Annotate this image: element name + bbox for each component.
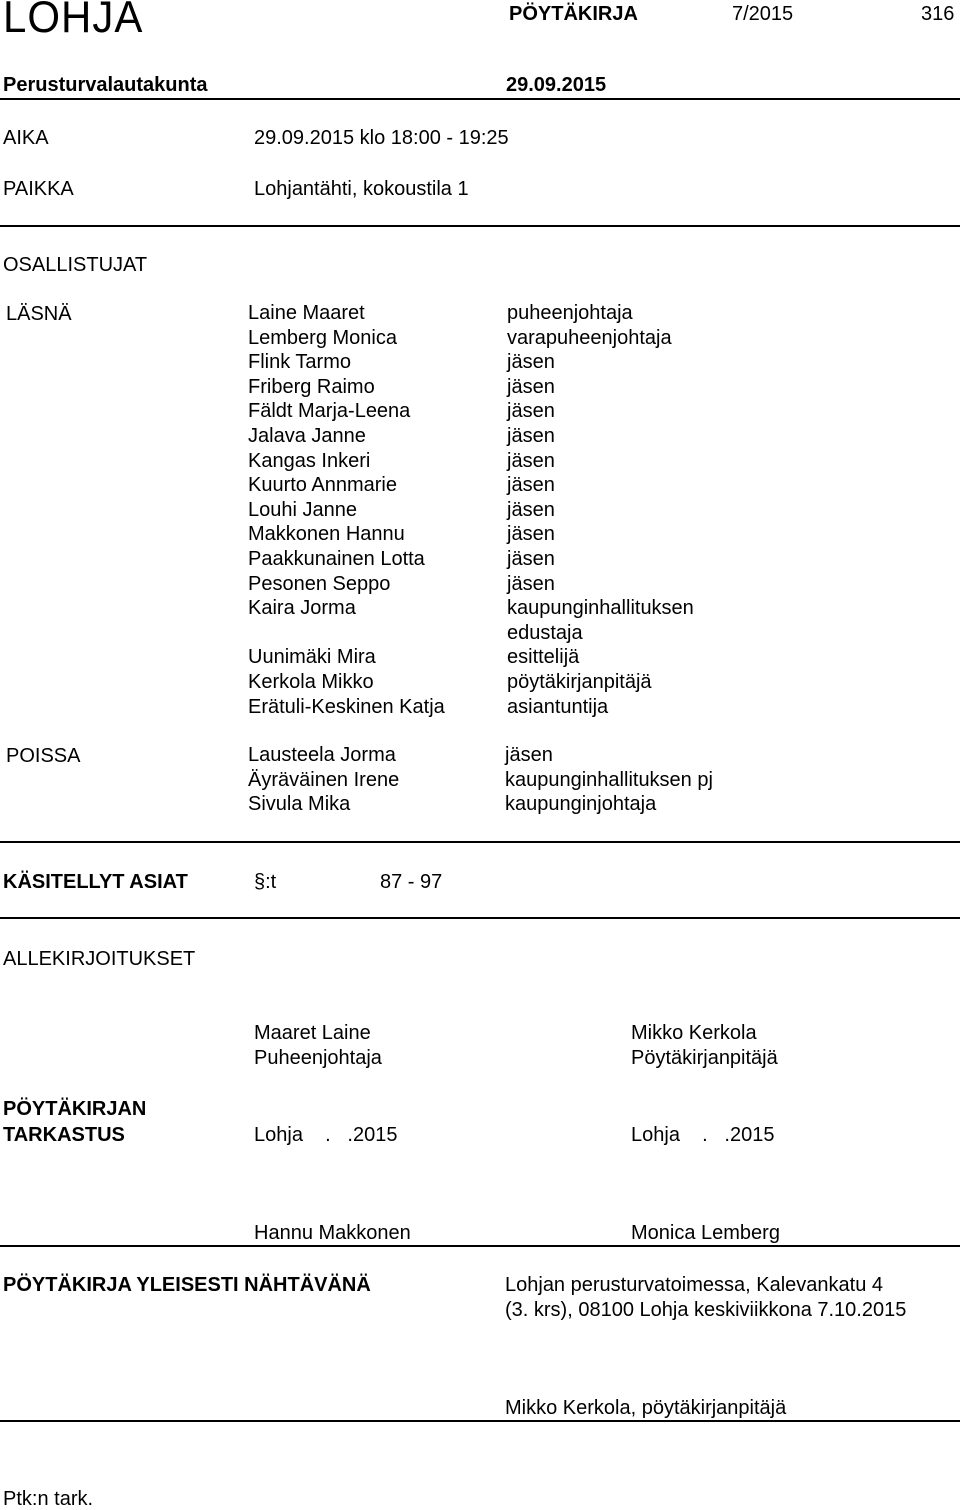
participant-name: Jalava Janne bbox=[248, 424, 366, 447]
participant-name: Louhi Janne bbox=[248, 498, 357, 521]
participant-role: jäsen bbox=[507, 523, 555, 546]
participant-role: kaupunginhallituksen pj bbox=[505, 768, 713, 791]
participant-name: Flink Tarmo bbox=[248, 351, 351, 374]
participant-name: Pesonen Seppo bbox=[248, 572, 391, 595]
review-label-line1: PÖYTÄKIRJAN bbox=[3, 1098, 147, 1120]
participant-name: Kangas Inkeri bbox=[248, 449, 371, 472]
secretary-title: Pöytäkirjanpitäjä bbox=[631, 1047, 778, 1069]
signatures-heading: ALLEKIRJOITUKSET bbox=[3, 948, 196, 970]
review-label-line2: TARKASTUS bbox=[3, 1124, 125, 1146]
participant-role: asiantuntija bbox=[507, 695, 609, 718]
items-section bbox=[254, 872, 276, 892]
participant-name: Kerkola Mikko bbox=[248, 670, 374, 693]
items-range: 87 - 97 bbox=[380, 871, 443, 893]
participant-role: jäsen bbox=[507, 547, 555, 570]
participant-role: edustaja bbox=[507, 621, 583, 644]
page-number: 316 bbox=[921, 3, 955, 25]
participant-role: jäsen bbox=[507, 498, 555, 521]
public-view-label: PÖYTÄKIRJA YLEISESTI NÄHTÄVÄNÄ bbox=[3, 1274, 371, 1296]
place-value: Lohjantähti, kokoustila 1 bbox=[254, 178, 469, 200]
absent-names bbox=[248, 743, 399, 817]
reviewer-left-name: Hannu Makkonen bbox=[254, 1222, 411, 1244]
divider bbox=[0, 225, 960, 227]
participant-role: jäsen bbox=[507, 351, 555, 374]
items-label: KÄSITELLYT ASIAT bbox=[3, 871, 188, 893]
participant-name: Erätuli-Keskinen Katja bbox=[248, 695, 445, 718]
participant-name: Uunimäki Mira bbox=[248, 646, 376, 669]
participant-role: esittelijä bbox=[507, 646, 580, 669]
reviewer-right-name: Monica Lemberg bbox=[631, 1222, 780, 1244]
committee-name: Perusturvalautakunta bbox=[3, 74, 208, 96]
participant-role: jäsen bbox=[507, 400, 555, 423]
divider bbox=[0, 1245, 960, 1247]
absent-roles bbox=[505, 743, 713, 817]
participant-name: Paakkunainen Lotta bbox=[248, 547, 425, 570]
participant-role: jäsen bbox=[505, 744, 553, 766]
participant-name bbox=[248, 621, 445, 646]
document-type: PÖYTÄKIRJA bbox=[509, 3, 638, 25]
document-number: 7/2015 bbox=[732, 3, 794, 25]
public-view-signer: Mikko Kerkola, pöytäkirjanpitäjä bbox=[505, 1397, 787, 1419]
absent-label: POISSA bbox=[6, 745, 81, 767]
time-value: 29.09.2015 klo 18:00 - 19:25 bbox=[254, 127, 509, 149]
place-label: PAIKKA bbox=[3, 178, 74, 200]
participant-name: Kuurto Annmarie bbox=[248, 474, 397, 497]
chair-name: Maaret Laine bbox=[254, 1022, 371, 1044]
participant-role: pöytäkirjanpitäjä bbox=[507, 670, 652, 693]
participant-role: jäsen bbox=[507, 375, 555, 398]
participant-role: kaupunginjohtaja bbox=[505, 793, 657, 816]
participant-name: Makkonen Hannu bbox=[248, 523, 405, 546]
participant-name: Lausteela Jorma bbox=[248, 744, 396, 766]
participant-name: Laine Maaret bbox=[248, 302, 365, 324]
secretary-name: Mikko Kerkola bbox=[631, 1022, 757, 1044]
logo: LOHJA bbox=[3, 0, 144, 42]
participants-heading: OSALLISTUJAT bbox=[3, 254, 148, 276]
footer-note: Ptk:n tark. bbox=[3, 1488, 94, 1510]
participant-name: Äyräväinen Irene bbox=[248, 768, 400, 791]
present-names bbox=[248, 301, 445, 719]
divider bbox=[0, 841, 960, 843]
participant-role: varapuheenjohtaja bbox=[507, 326, 672, 349]
review-date-right: Lohja . .2015 bbox=[631, 1124, 775, 1146]
divider bbox=[0, 917, 960, 919]
time-label: AIKA bbox=[3, 127, 49, 149]
participant-role: jäsen bbox=[507, 572, 555, 595]
present-roles bbox=[507, 301, 694, 719]
participant-name: Friberg Raimo bbox=[248, 375, 375, 398]
participant-role: jäsen bbox=[507, 474, 555, 497]
participant-name: Fäldt Marja-Leena bbox=[248, 400, 411, 423]
public-view-line1: Lohjan perusturvatoimessa, Kalevankatu 4 bbox=[505, 1274, 884, 1296]
participant-role: jäsen bbox=[507, 424, 555, 447]
header-divider bbox=[0, 98, 960, 100]
section-suffix: :t bbox=[265, 871, 277, 893]
section-sign: § bbox=[254, 871, 266, 893]
participant-name: Kaira Jorma bbox=[248, 597, 356, 620]
meeting-date: 29.09.2015 bbox=[506, 74, 607, 96]
participant-name: Lemberg Monica bbox=[248, 326, 397, 349]
participant-role: kaupunginhallituksen bbox=[507, 597, 694, 620]
participant-role: jäsen bbox=[507, 449, 555, 472]
participant-role: puheenjohtaja bbox=[507, 302, 633, 324]
present-label: LÄSNÄ bbox=[6, 303, 72, 325]
chair-title: Puheenjohtaja bbox=[254, 1047, 382, 1069]
public-view-line2: (3. krs), 08100 Lohja keskiviikkona 7.10.2015 bbox=[505, 1299, 907, 1321]
divider bbox=[0, 1420, 960, 1422]
review-date-left: Lohja . .2015 bbox=[254, 1124, 398, 1146]
participant-name: Sivula Mika bbox=[248, 793, 351, 816]
